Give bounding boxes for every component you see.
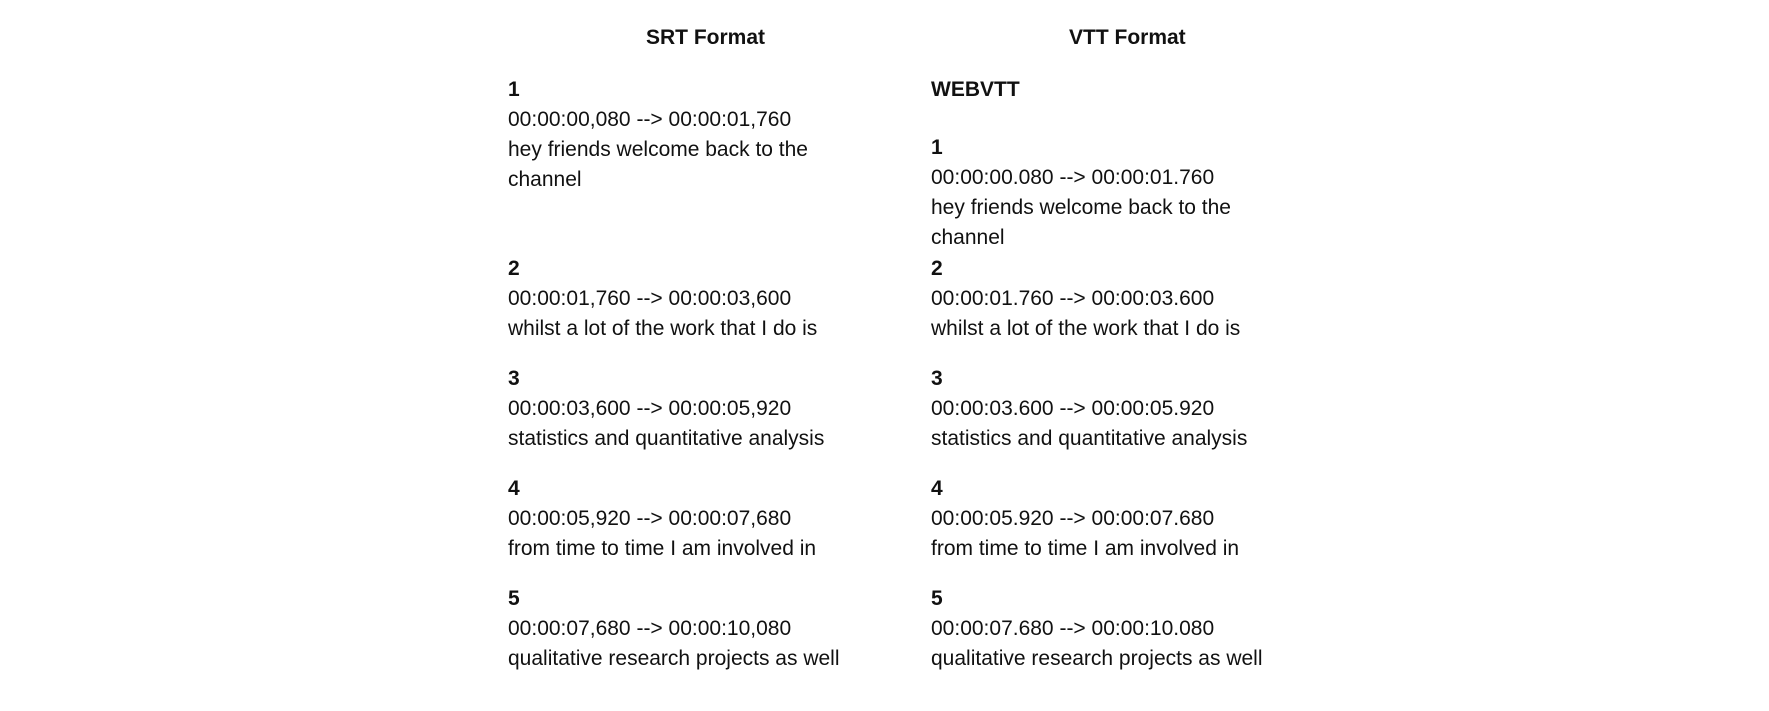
srt-cue	[508, 364, 868, 474]
srt-cue	[508, 254, 868, 364]
srt-cue-index: 2	[508, 257, 520, 280]
vtt-cue-timing: 00:00:05.920 --> 00:00:07.680	[931, 507, 1215, 530]
vtt-cue-timing: 00:00:00.080 --> 00:00:01.760	[931, 166, 1215, 189]
srt-cue	[508, 584, 868, 674]
vtt-column-title: VTT Format	[1069, 26, 1186, 49]
srt-cue-timing: 00:00:05,920 --> 00:00:07,680	[508, 507, 792, 530]
vtt-cue-list	[931, 75, 1291, 674]
vtt-cue-timing: 00:00:03.600 --> 00:00:05.920	[931, 397, 1215, 420]
srt-cue-text: qualitative research projects as well	[508, 647, 840, 670]
vtt-cue-index: 1	[931, 136, 943, 159]
srt-cue-index: 4	[508, 477, 520, 500]
srt-cue-index: 1	[508, 78, 520, 101]
vtt-cue	[931, 254, 1291, 364]
vtt-cue-text: from time to time I am involved in	[931, 537, 1240, 560]
vtt-cue-text: statistics and quantitative analysis	[931, 427, 1248, 450]
srt-cue-text: whilst a lot of the work that I do is	[508, 317, 818, 340]
vtt-cue-timing: 00:00:07.680 --> 00:00:10.080	[931, 617, 1215, 640]
srt-cue-list	[508, 75, 868, 674]
srt-cue-text: statistics and quantitative analysis	[508, 427, 825, 450]
vtt-cue-index: 4	[931, 477, 943, 500]
srt-cue-text: from time to time I am involved in	[508, 537, 817, 560]
vtt-cue	[931, 474, 1291, 584]
vtt-cue	[931, 133, 1291, 254]
vtt-cue-index: 5	[931, 587, 943, 610]
vtt-cue	[931, 584, 1291, 674]
srt-cue-index: 5	[508, 587, 520, 610]
srt-cue	[508, 75, 868, 254]
srt-cue-index: 3	[508, 367, 520, 390]
srt-cue-text: hey friends welcome back to the channel	[508, 138, 808, 191]
srt-cue-timing: 00:00:01,760 --> 00:00:03,600	[508, 287, 792, 310]
srt-cue-timing: 00:00:00,080 --> 00:00:01,760	[508, 108, 792, 131]
vtt-cue-timing: 00:00:01.760 --> 00:00:03.600	[931, 287, 1215, 310]
vtt-header: WEBVTT	[931, 78, 1020, 101]
vtt-cue-text: hey friends welcome back to the channel	[931, 196, 1231, 249]
vtt-cue-index: 2	[931, 257, 943, 280]
vtt-cue	[931, 364, 1291, 474]
vtt-cue-index: 3	[931, 367, 943, 390]
vtt-cue-text: qualitative research projects as well	[931, 647, 1263, 670]
srt-cue	[508, 474, 868, 584]
srt-cue-timing: 00:00:07,680 --> 00:00:10,080	[508, 617, 792, 640]
srt-column-title: SRT Format	[646, 26, 766, 49]
vtt-cue-text: whilst a lot of the work that I do is	[931, 317, 1241, 340]
srt-cue-timing: 00:00:03,600 --> 00:00:05,920	[508, 397, 792, 420]
